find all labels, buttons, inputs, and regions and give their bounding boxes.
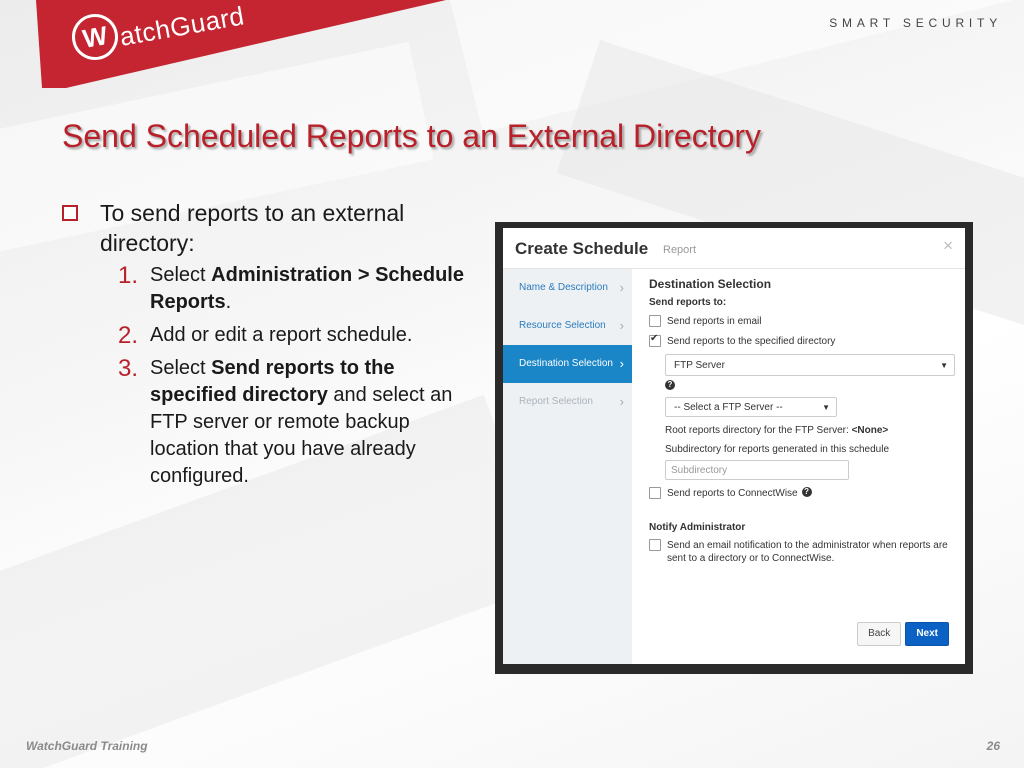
ftp-server-select[interactable]: [665, 397, 837, 417]
brand-tagline: SMART SECURITY: [829, 16, 1002, 30]
root-directory-value: <None>: [851, 425, 889, 436]
bullet-item: [62, 198, 492, 258]
dropdown-arrow-icon: ▼: [822, 403, 830, 412]
step-number: 3.: [117, 355, 138, 382]
chevron-right-icon: ›: [619, 356, 624, 371]
dialog-footer: [857, 622, 949, 646]
connectwise-option-label: Send reports to ConnectWise: [667, 488, 798, 499]
close-icon[interactable]: ×: [943, 236, 953, 255]
email-option: [649, 315, 959, 328]
directory-option: [649, 335, 959, 348]
directory-settings: [665, 354, 959, 480]
wizard-steps-sidebar: [503, 269, 632, 664]
send-to-label: Send reports to:: [649, 297, 727, 308]
chevron-right-icon: ›: [619, 280, 624, 295]
help-icon[interactable]: ?: [665, 380, 675, 390]
page-number: 26: [986, 739, 1000, 753]
notify-checkbox[interactable]: [649, 539, 661, 551]
help-icon[interactable]: ?: [802, 487, 812, 497]
notify-option: [649, 539, 959, 565]
footer-training-label: WatchGuard Training: [26, 739, 148, 753]
step-text-plain: .: [225, 291, 232, 313]
next-button[interactable]: Next: [905, 622, 949, 646]
step-text: Add or edit a report schedule.: [150, 324, 413, 346]
dialog-subtitle: Report: [663, 244, 697, 256]
logo-wordmark: atchGuard: [117, 0, 247, 52]
step-text-plain: Select: [150, 357, 212, 379]
notify-option-label: Send an email notification to the administrator when reports are sent to a directory or to ConnectWise.: [667, 540, 948, 564]
wizard-step-name-description[interactable]: [503, 269, 632, 307]
wizard-step-label: Destination Selection: [519, 358, 613, 369]
step-text: [150, 262, 480, 316]
step-text-plain: and select an FTP server or remote backup location that you have already configured.: [150, 384, 453, 487]
step-number: 2.: [117, 322, 138, 349]
directory-type-value: FTP Server: [674, 360, 725, 371]
watchguard-logo: [72, 0, 247, 60]
step-item: [62, 262, 492, 316]
brand-banner: [0, 0, 520, 90]
connectwise-option: [649, 487, 959, 500]
root-directory-info: [665, 425, 959, 436]
slide-title: Send Scheduled Reports to an External Directory: [62, 118, 762, 154]
subdirectory-input[interactable]: Subdirectory: [665, 460, 849, 480]
email-option-label: Send reports in email: [667, 316, 762, 327]
wizard-step-report-selection[interactable]: [503, 383, 632, 421]
create-schedule-dialog: [503, 228, 965, 664]
wizard-step-resource-selection[interactable]: [503, 307, 632, 345]
root-directory-label: Root reports directory for the FTP Server:: [665, 425, 849, 436]
directory-option-label: Send reports to the specified directory: [667, 336, 836, 347]
connectwise-checkbox[interactable]: [649, 487, 661, 499]
bullet-text: To send reports to an external directory:: [100, 200, 405, 256]
slide-content: [62, 198, 492, 496]
dialog-title: Create Schedule: [515, 239, 649, 258]
ftp-server-value: -- Select a FTP Server --: [674, 402, 783, 413]
dropdown-arrow-icon: ▼: [940, 361, 948, 370]
wizard-step-label: Resource Selection: [519, 320, 606, 331]
section-title: Destination Selection: [649, 277, 772, 291]
steps-list: [62, 262, 492, 490]
step-item: [62, 355, 492, 490]
step-text: [150, 355, 480, 490]
directory-type-select[interactable]: [665, 354, 955, 376]
wizard-step-destination-selection[interactable]: [503, 345, 632, 383]
dialog-main-panel: [649, 269, 959, 565]
logo-mark-icon: W: [68, 10, 121, 63]
step-text-plain: Select: [150, 264, 212, 286]
notify-title: Notify Administrator: [649, 522, 746, 533]
step-text-bold: Administration > Schedule Reports: [150, 264, 464, 313]
wizard-step-label: Name & Description: [519, 282, 608, 293]
chevron-right-icon: ›: [619, 318, 624, 333]
square-bullet-icon: [62, 205, 78, 221]
subdirectory-label: Subdirectory for reports generated in this schedule: [665, 444, 890, 455]
email-checkbox[interactable]: [649, 315, 661, 327]
help-row: [665, 380, 959, 391]
wizard-step-label: Report Selection: [519, 396, 593, 407]
step-number: 1.: [117, 262, 138, 289]
step-item: [62, 322, 492, 349]
directory-checkbox[interactable]: [649, 335, 661, 347]
back-button[interactable]: Back: [857, 622, 901, 646]
step-text-bold: Send reports to the specified directory: [150, 357, 395, 406]
chevron-right-icon: ›: [619, 394, 624, 409]
dialog-header: [503, 228, 965, 269]
